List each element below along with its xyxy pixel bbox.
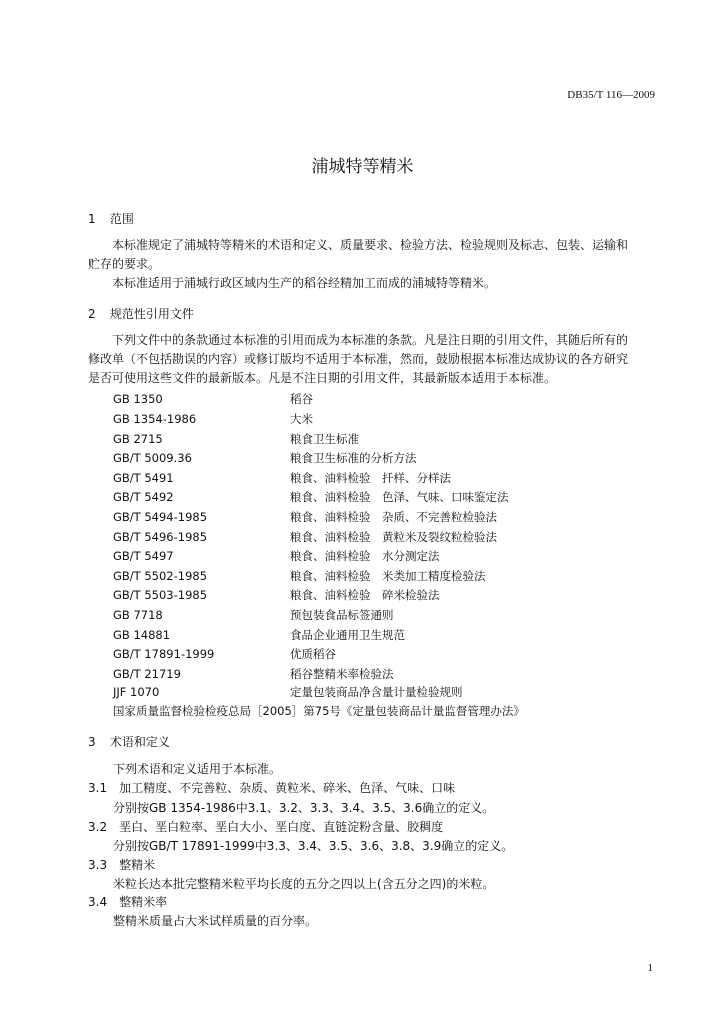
reference-regulation: 国家质量监督检验检疫总局［2005］第75号《定量包装商品计量监督管理办法》 bbox=[113, 704, 525, 718]
reference-title: 大米 bbox=[290, 412, 313, 426]
reference-title: 优质稻谷 bbox=[290, 647, 336, 661]
definition-heading bbox=[88, 779, 455, 796]
reference-title: 稻谷整精米率检验法 bbox=[290, 667, 394, 681]
reference-item bbox=[113, 587, 440, 603]
section-number: 2 bbox=[88, 307, 96, 321]
reference-item bbox=[113, 529, 497, 545]
reference-item bbox=[113, 684, 463, 700]
reference-item bbox=[113, 411, 313, 427]
reference-title: 定量包装商品净含量计量检验规则 bbox=[290, 685, 463, 699]
reference-item bbox=[113, 568, 486, 584]
section-3-intro: 下列术语和定义适用于本标准。 bbox=[113, 762, 282, 776]
standard-number: DB35/T 116—2009 bbox=[567, 89, 655, 101]
reference-title: 稻谷 bbox=[290, 392, 313, 406]
reference-title: 粮食、油料检验 米类加工精度检验法 bbox=[290, 569, 486, 583]
reference-code: GB/T 5492 bbox=[113, 490, 174, 504]
page-number: 1 bbox=[647, 962, 653, 974]
reference-title: 粮食、油料检验 黄粒米及裂纹粒检验法 bbox=[290, 530, 497, 544]
definition-number: 3.1 bbox=[88, 781, 108, 795]
reference-code: GB/T 5497 bbox=[113, 549, 174, 563]
paragraph-line: 是否可使用这些文件的最新版本。凡是不注日期的引用文件，其最新版本适用于本标准。 bbox=[88, 371, 557, 385]
reference-item bbox=[113, 666, 394, 682]
reference-code: GB/T 21719 bbox=[113, 667, 181, 681]
reference-item bbox=[113, 489, 509, 505]
paragraph-line: 本标准适用于浦城行政区域内生产的稻谷经精加工而成的浦城特等精米。 bbox=[112, 276, 497, 290]
reference-code: GB/T 5009.36 bbox=[113, 451, 192, 465]
definition-term: 加工精度、不完善粒、杂质、黄粒米、碎米、色泽、气味、口味 bbox=[119, 781, 456, 795]
section-2-body bbox=[88, 331, 658, 388]
document-title: 浦城特等精米 bbox=[311, 157, 414, 177]
reference-code: JJF 1070 bbox=[113, 685, 160, 699]
paragraph-line: 下列文件中的条款通过本标准的引用而成为本标准的条款。凡是注日期的引用文件，其随后所有的 bbox=[112, 333, 629, 347]
reference-code: GB 7718 bbox=[113, 608, 163, 622]
reference-title: 粮食、油料检验 碎米检验法 bbox=[290, 588, 440, 602]
paragraph-line: 修改单（不包括勘误的内容）或修订版均不适用于本标准，然而，鼓励根据本标准达成协议的各方研究 bbox=[88, 352, 629, 366]
section-3-heading bbox=[88, 733, 170, 750]
definition-term: 垩白、垩白粒率、垩白大小、垩白度、直链淀粉含量、胶稠度 bbox=[119, 820, 444, 834]
section-1-body bbox=[88, 236, 658, 293]
reference-title: 食品企业通用卫生规范 bbox=[290, 628, 405, 642]
reference-item bbox=[113, 450, 417, 466]
definition-body: 整精米质量占大米试样质量的百分率。 bbox=[113, 914, 318, 928]
definition-number: 3.2 bbox=[88, 820, 108, 834]
reference-item bbox=[113, 391, 313, 407]
reference-title: 粮食、油料检验 杂质、不完善粒检验法 bbox=[290, 510, 497, 524]
reference-title: 粮食、油料检验 扦样、分样法 bbox=[290, 471, 451, 485]
definition-heading bbox=[88, 856, 155, 873]
reference-title: 粮食、油料检验 水分测定法 bbox=[290, 549, 440, 563]
definition-term: 整精米 bbox=[119, 858, 156, 872]
reference-title: 粮食卫生标准的分析方法 bbox=[290, 451, 417, 465]
reference-title: 粮食、油料检验 色泽、气味、口味鉴定法 bbox=[290, 490, 509, 504]
paragraph-line: 贮存的要求。 bbox=[88, 257, 161, 271]
section-title: 范围 bbox=[109, 212, 134, 226]
reference-code: GB 1354-1986 bbox=[113, 412, 197, 426]
reference-code: GB/T 17891-1999 bbox=[113, 647, 215, 661]
definition-body: 分别按GB/T 17891-1999中3.3、3.4、3.5、3.6、3.8、3.9确立的定义。 bbox=[113, 839, 514, 853]
reference-item bbox=[113, 431, 359, 447]
reference-code: GB/T 5494-1985 bbox=[113, 510, 208, 524]
reference-code: GB 2715 bbox=[113, 432, 163, 446]
definition-body: 分别按GB 1354-1986中3.1、3.2、3.3、3.4、3.5、3.6确立的定义。 bbox=[113, 801, 495, 815]
definition-heading bbox=[88, 818, 443, 835]
reference-code: GB/T 5496-1985 bbox=[113, 530, 208, 544]
definition-term: 整精米率 bbox=[119, 895, 168, 909]
reference-code: GB/T 5491 bbox=[113, 471, 174, 485]
reference-code: GB/T 5502-1985 bbox=[113, 569, 208, 583]
reference-code: GB/T 5503-1985 bbox=[113, 588, 208, 602]
reference-item bbox=[113, 627, 405, 643]
reference-item bbox=[113, 548, 440, 564]
reference-code: GB 14881 bbox=[113, 628, 171, 642]
section-number: 3 bbox=[88, 735, 96, 749]
section-title: 术语和定义 bbox=[109, 735, 170, 749]
section-2-heading bbox=[88, 305, 194, 322]
definition-heading bbox=[88, 893, 167, 910]
reference-item bbox=[113, 646, 336, 662]
definition-number: 3.4 bbox=[88, 895, 108, 909]
definition-number: 3.3 bbox=[88, 858, 108, 872]
section-number: 1 bbox=[88, 212, 96, 226]
paragraph-line: 本标准规定了浦城特等精米的术语和定义、质量要求、检验方法、检验规则及标志、包装、运输和 bbox=[112, 238, 629, 252]
reference-item bbox=[113, 470, 451, 486]
section-1-heading bbox=[88, 210, 134, 227]
reference-code: GB 1350 bbox=[113, 392, 163, 406]
reference-title: 预包装食品标签通则 bbox=[290, 608, 394, 622]
reference-item bbox=[113, 509, 497, 525]
section-title: 规范性引用文件 bbox=[109, 307, 194, 321]
reference-item bbox=[113, 607, 394, 623]
reference-title: 粮食卫生标准 bbox=[290, 432, 359, 446]
definition-body: 米粒长达本批完整精米粒平均长度的五分之四以上(含五分之四)的米粒。 bbox=[113, 877, 495, 891]
